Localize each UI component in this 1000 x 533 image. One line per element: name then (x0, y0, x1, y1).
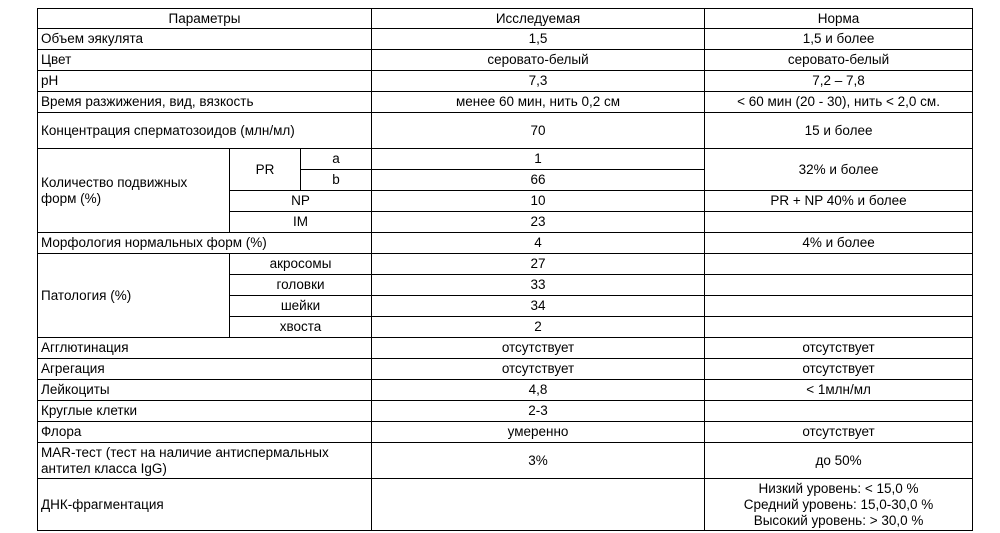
row-norm: отсутствует (705, 338, 973, 359)
row-norm: < 60 мин (20 - 30), нить < 2,0 см. (705, 92, 973, 113)
row-value: умеренно (372, 422, 705, 443)
row-value: 7,3 (372, 71, 705, 92)
dna-norm (705, 479, 973, 531)
row-norm: 1,5 и более (705, 29, 973, 50)
table-row (38, 50, 973, 71)
motility-label: Количество подвижных форм (%) (38, 149, 230, 233)
motility-b-value: 66 (372, 170, 705, 191)
row-label: Объем эякулята (38, 29, 372, 50)
header-norm: Норма (705, 9, 973, 29)
motility-b-label: b (301, 170, 372, 191)
header-studied: Исследуемая (372, 9, 705, 29)
motility-pr-label: PR (230, 149, 301, 191)
table-row (38, 380, 973, 401)
motility-np-value: 10 (372, 191, 705, 212)
table-row (38, 233, 973, 254)
row-value: 4,8 (372, 380, 705, 401)
dna-norm-line: Средний уровень: 15,0-30,0 % (743, 496, 934, 512)
row-value: 2-3 (372, 401, 705, 422)
row-value: 3% (372, 443, 705, 479)
dna-norm-line: Низкий уровень: < 15,0 % (758, 480, 919, 496)
row-norm: 15 и более (705, 113, 973, 149)
table-row (38, 443, 973, 479)
table-row (38, 479, 973, 531)
row-label: Цвет (38, 50, 372, 71)
pathology-value: 2 (372, 317, 705, 338)
motility-np-label: NP (230, 191, 372, 212)
table-row (38, 359, 973, 380)
table-header-row (38, 9, 973, 29)
row-value: 70 (372, 113, 705, 149)
row-norm: серовато-белый (705, 50, 973, 71)
motility-im-value: 23 (372, 212, 705, 233)
row-label: Морфология нормальных форм (%) (38, 233, 372, 254)
table-row (38, 29, 973, 50)
semen-analysis-table (37, 8, 973, 531)
table-row (38, 401, 973, 422)
row-value: 4 (372, 233, 705, 254)
row-label: Агрегация (38, 359, 372, 380)
pathology-norm (705, 254, 973, 275)
pathology-sub-label: акросомы (230, 254, 372, 275)
row-label: Флора (38, 422, 372, 443)
table-row (38, 71, 973, 92)
mar-label-line: MAR-тест (тест на наличие антиспермальных (41, 444, 329, 460)
motility-a-label: a (301, 149, 372, 170)
row-value: серовато-белый (372, 50, 705, 71)
row-label: ДНК-фрагментация (38, 479, 372, 531)
pathology-norm (705, 296, 973, 317)
table-row (38, 149, 973, 170)
row-norm: 7,2 – 7,8 (705, 71, 973, 92)
row-value: отсутствует (372, 359, 705, 380)
row-norm (705, 401, 973, 422)
motility-a-value: 1 (372, 149, 705, 170)
row-norm: 4% и более (705, 233, 973, 254)
row-norm: до 50% (705, 443, 973, 479)
pathology-value: 33 (372, 275, 705, 296)
row-label: Агглютинация (38, 338, 372, 359)
table-row (38, 338, 973, 359)
row-label: Круглые клетки (38, 401, 372, 422)
row-value: 1,5 (372, 29, 705, 50)
row-norm: < 1млн/мл (705, 380, 973, 401)
pathology-sub-label: шейки (230, 296, 372, 317)
row-label: Концентрация сперматозоидов (млн/мл) (38, 113, 372, 149)
row-label: pH (38, 71, 372, 92)
table-row (38, 113, 973, 149)
pathology-sub-label: хвоста (230, 317, 372, 338)
mar-label (38, 443, 372, 479)
row-label: Время разжижения, вид, вязкость (38, 92, 372, 113)
motility-im-label: IM (230, 212, 372, 233)
row-value (372, 479, 705, 531)
row-value: отсутствует (372, 338, 705, 359)
pathology-sub-label: головки (230, 275, 372, 296)
motility-np-norm: PR + NP 40% и более (705, 191, 973, 212)
motility-im-norm (705, 212, 973, 233)
row-label: Лейкоциты (38, 380, 372, 401)
motility-pr-norm: 32% и более (705, 149, 973, 191)
pathology-label: Патология (%) (38, 254, 230, 338)
pathology-norm (705, 317, 973, 338)
row-value: менее 60 мин, нить 0,2 см (372, 92, 705, 113)
table-row (38, 422, 973, 443)
dna-norm-line: Высокий уровень: > 30,0 % (753, 512, 924, 528)
pathology-value: 34 (372, 296, 705, 317)
table-row (38, 254, 973, 275)
pathology-norm (705, 275, 973, 296)
row-norm: отсутствует (705, 422, 973, 443)
mar-label-line: антител класса IgG) (41, 460, 167, 476)
table-row (38, 92, 973, 113)
row-norm: отсутствует (705, 359, 973, 380)
header-params: Параметры (38, 9, 372, 29)
pathology-value: 27 (372, 254, 705, 275)
